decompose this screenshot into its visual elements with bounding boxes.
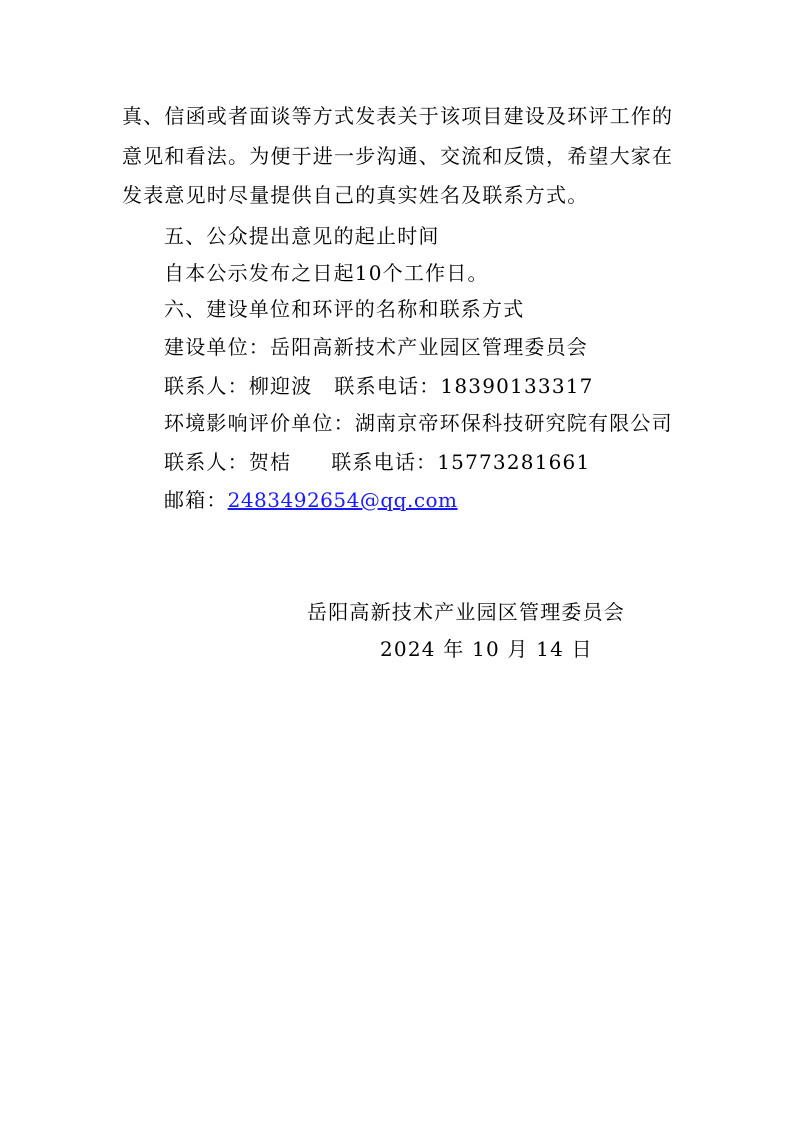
contact2-line [164,450,590,474]
contact2-label: 联系人： [164,450,249,474]
builder-name: 岳阳高新技术产业园区管理委员会 [270,335,588,359]
contact2-name: 贺桔 [248,450,292,474]
paragraph-line-3: 发表意见时尽量提供自己的真实姓名及联系方式。 [122,183,589,207]
phone2-label: 联系电话： [331,450,438,474]
contact1-name: 柳迎波 [248,374,313,398]
section5-body: 自本公示发布之日起10个工作日。 [164,261,489,285]
section5-heading: 五、公众提出意见的起止时间 [164,224,440,248]
phone2-number: 15773281661 [437,450,591,474]
email-link[interactable]: 2483492654@qq.com [227,488,458,512]
contact1-line [164,374,594,398]
paragraph-line-2: 意见和看法。为便于进一步沟通、交流和反馈，希望大家在 [122,144,674,168]
eia-label: 环境影响评价单位： [164,411,355,435]
eia-line [164,411,673,435]
builder-line [164,335,588,359]
signature-date: 2024 年 10 月 14 日 [380,637,593,661]
builder-label: 建设单位： [164,335,270,359]
email-label: 邮箱： [164,488,228,512]
contact1-label: 联系人： [164,374,249,398]
eia-name: 湖南京帝环保科技研究院有限公司 [354,411,673,435]
phone1-number: 18390133317 [440,374,594,398]
phone1-label: 联系电话： [334,374,441,398]
email-line [164,488,458,512]
section6-heading: 六、建设单位和环评的名称和联系方式 [164,297,525,321]
paragraph-line-1: 真、信函或者面谈等方式发表关于该项目建设及环评工作的 [122,104,674,128]
signature-organization: 岳阳高新技术产业园区管理委员会 [307,600,625,624]
